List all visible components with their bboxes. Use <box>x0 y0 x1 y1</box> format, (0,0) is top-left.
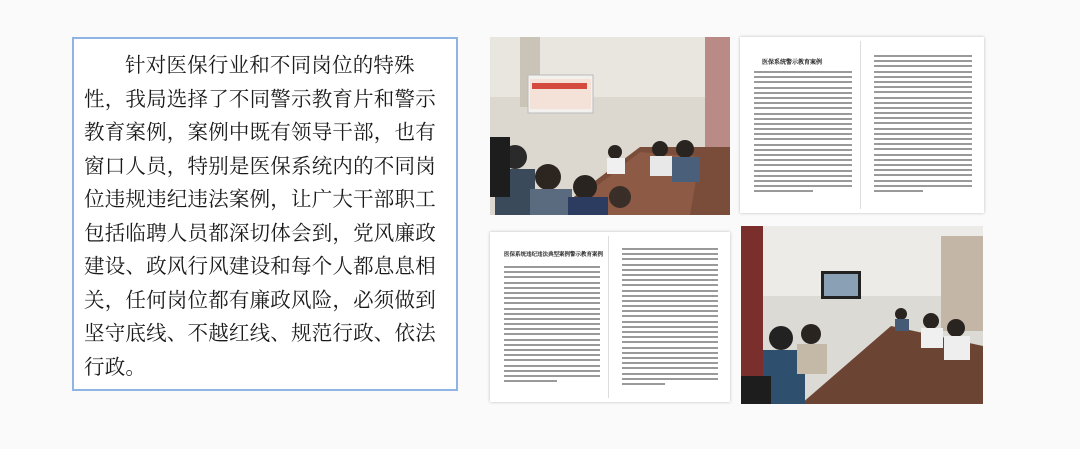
document-page-left <box>744 41 861 209</box>
paragraph-text: 针对医保行业和不同岗位的特殊性，我局选择了不同警示教育片和警示教育案例，案例中既有领导干部，也有窗口人员，特别是医保系统内的不同岗位违规违纪违法案例，让广大干部职工包括临聘人员都深切体会到，党风廉政建设、政风行风建设和每个人都息息相关，任何岗位都有廉政风险，必须做到坚守底线、不越红线、规范行政、依法行政。 <box>84 53 436 379</box>
meeting-photo-1 <box>490 37 730 215</box>
document-text-lines <box>874 55 972 195</box>
document-page-left <box>494 236 609 398</box>
document-title: 医保系统违纪违法典型案例警示教育案例 <box>504 252 604 258</box>
document-page-right <box>612 236 726 398</box>
document-title: 医保系统警示教育案例 <box>762 59 823 66</box>
document-text-lines <box>754 71 852 196</box>
document-spread-1 <box>740 37 984 213</box>
document-text-lines <box>504 266 600 385</box>
meeting-photo-2 <box>741 226 983 404</box>
text-panel <box>72 37 458 391</box>
document-text-lines <box>622 248 718 388</box>
document-spread-2 <box>490 232 730 402</box>
document-page-right <box>864 41 980 209</box>
